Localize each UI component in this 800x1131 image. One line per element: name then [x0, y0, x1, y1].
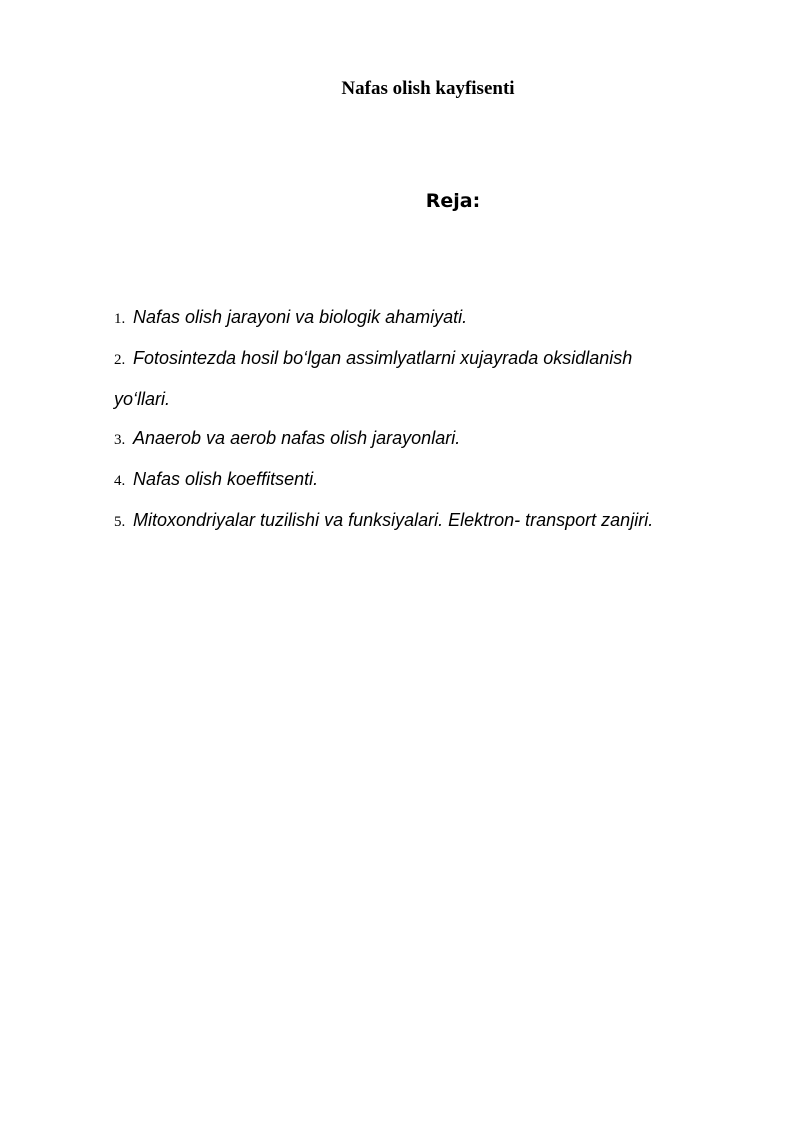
- document-title: Nafas olish kayfisenti: [341, 78, 515, 99]
- plan-item-number: 4.: [114, 473, 126, 489]
- plan-item-4: [114, 460, 754, 501]
- plan-item-number: 1.: [114, 311, 126, 327]
- plan-item-number: 5.: [114, 514, 126, 530]
- plan-item-text: Fotosintezda hosil bo‘lgan assimlyatlarni xujayrada oksidlanish: [133, 348, 633, 368]
- plan-item-5: [114, 501, 754, 542]
- plan-item-text-continuation: yo‘llari.: [114, 389, 171, 409]
- plan-list: [114, 298, 754, 542]
- plan-item-text: Nafas olish jarayoni va biologik ahamiyati.: [133, 307, 468, 327]
- plan-item-text: Anaerob va aerob nafas olish jarayonlari.: [133, 428, 461, 448]
- plan-heading: Reja:: [425, 190, 481, 212]
- plan-item-1: [114, 298, 754, 339]
- plan-item-text: Mitoxondriyalar tuzilishi va funksiyalari. Elektron- transport zanjiri.: [133, 510, 654, 530]
- plan-item-2: [114, 339, 754, 419]
- plan-item-number: 3.: [114, 432, 126, 448]
- plan-item-number: 2.: [114, 352, 126, 368]
- plan-item-3: [114, 419, 754, 460]
- plan-item-text: Nafas olish koeffitsenti.: [133, 469, 319, 489]
